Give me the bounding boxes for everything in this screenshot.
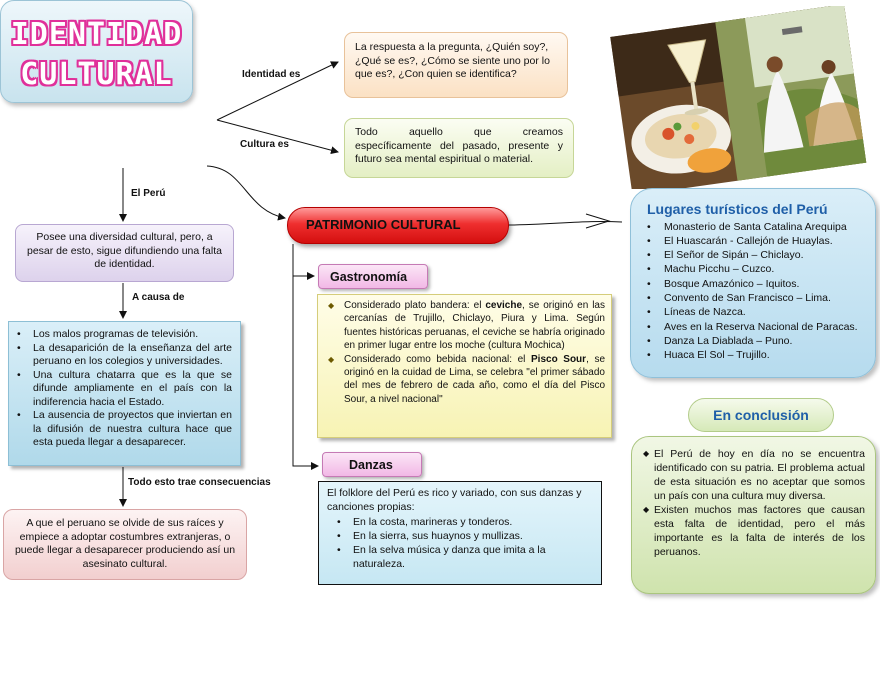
identidad-line3: que es?, ¿Con quien se identifica? (355, 68, 517, 80)
conclusion-item: ◆ Existen muchos mas factores que causan esta falta de identidad, pero el más importante es la falta de interés de los peruanos. (643, 504, 865, 558)
danza-item: • En la sierra, sus huaynos y mullizas. (337, 530, 523, 542)
danza-item: • En la costa, marineras y tonderos. (337, 516, 513, 528)
danzas-intro: El folklore del Perú es rico y variado, con sus danzas y canciones propias: (327, 487, 582, 513)
lugares-turisticos-box (630, 188, 876, 378)
peru-culture-photo (606, 6, 868, 189)
lugar-item: • Líneas de Nazca. (647, 306, 746, 319)
lugar-item: • Convento de San Francisco – Lima. (647, 291, 831, 304)
cultura-line2: específicamente del pasado, presente y (355, 139, 563, 152)
gastronomia-tag: Gastronomía (318, 264, 428, 289)
label-a-causa-de: A causa de (132, 292, 185, 303)
cause-item: • Una cultura chatarra que es la que se difunde ampliamente en el país con la indiferencia hacia el Estado. (17, 368, 232, 408)
cultura-line1: Todo aquello que creamos (355, 126, 563, 138)
lugar-item: • El Señor de Sipán – Chiclayo. (647, 249, 804, 262)
consequences-box (3, 509, 247, 580)
label-el-peru: El Perú (131, 188, 166, 199)
conclusion-box (631, 436, 876, 594)
peru-diversity-text: Posee una diversidad cultural, pero, a pesar de esto, sigue difundiendo una falta de identidad. (27, 231, 222, 270)
identidad-definition-box (344, 32, 568, 98)
label-identidad-es: Identidad es (242, 69, 301, 80)
title-line1: IDENTIDAD (10, 17, 183, 52)
conclusion-tag: En conclusión (688, 398, 834, 432)
identidad-line1: La respuesta a la pregunta, ¿Quién soy?, (355, 41, 549, 53)
label-consecuencias: Todo esto trae consecuencias (128, 477, 271, 488)
cultura-definition-box (344, 118, 574, 178)
danzas-box (318, 481, 602, 585)
title-line2: CULTURAL (20, 57, 173, 92)
lugar-item: • El Huascarán - Callejón de Huaylas. (647, 234, 833, 247)
lugar-item: • Machu Picchu – Cuzco. (647, 263, 775, 276)
consequences-text: A que el peruano se olvide de sus raíces y empiece a adoptar costumbres extranjeras, o puede llegar a desaparecer produciendo así un asesinato cultural. (14, 517, 236, 570)
danza-item: • En la selva música y danza que imita a la naturaleza. (337, 544, 546, 570)
patrimonio-label: PATRIMONIO CULTURAL (306, 217, 461, 232)
lugar-item: • Monasterio de Santa Catalina Arequipa (647, 220, 847, 233)
lugar-item: • Aves en la Reserva Nacional de Paracas. (647, 320, 858, 333)
gastronomia-box (317, 294, 612, 438)
danzas-tag: Danzas (322, 452, 422, 477)
cause-item: • La desaparición de la enseñanza del arte peruano en los colegios y universidades. (17, 341, 232, 367)
gastronomia-item-ceviche: ◆ Considerado plato bandera: el ceviche, se originó en las cercanías de Trujillo, Chiclayo, Piura y Lima. Según fuentes históricas peruanas, el ceviche se habría originado en primer lugar entre los moche (cultura Mochica) (328, 300, 605, 352)
lugar-item: • Huaca El Sol – Trujillo. (647, 349, 770, 362)
peru-diversity-box (15, 224, 234, 282)
conclusion-item: ◆ El Perú de hoy en día no se encuentra identificado con su patria. El problema actual de esta situación es no aceptar que somos un país con una cultura muy diversa. (643, 448, 865, 502)
cause-item: • Los malos programas de televisión. (17, 328, 199, 340)
lugar-item: • Danza La Diablada – Puno. (647, 334, 793, 347)
label-cultura-es: Cultura es (240, 139, 289, 150)
gastronomia-item-pisco: ◆ Considerado como bebida nacional: el Pisco Sour, se originó en la cuidad de Lima, se celebra "el primer sábado del mes de febrero de cada año, como el día del Pisco Sour, a nivel nacional" (328, 353, 605, 405)
lugar-item: • Bosque Amazónico – Iquitos. (647, 277, 800, 290)
identidad-line2: ¿Qué se es?, ¿Cómo se siente uno por lo (355, 54, 550, 67)
causes-box (8, 321, 241, 466)
patrimonio-cultural-node (287, 207, 509, 244)
lugares-title: Lugares turísticos del Perú (647, 201, 828, 217)
cause-item: • La ausencia de proyectos que inviertan en la difusión de nuestra cultura hace que esta pueda llegar a desaparecer. (17, 409, 232, 448)
cultura-line3: futuro sea mental espiritual o material. (355, 153, 534, 165)
